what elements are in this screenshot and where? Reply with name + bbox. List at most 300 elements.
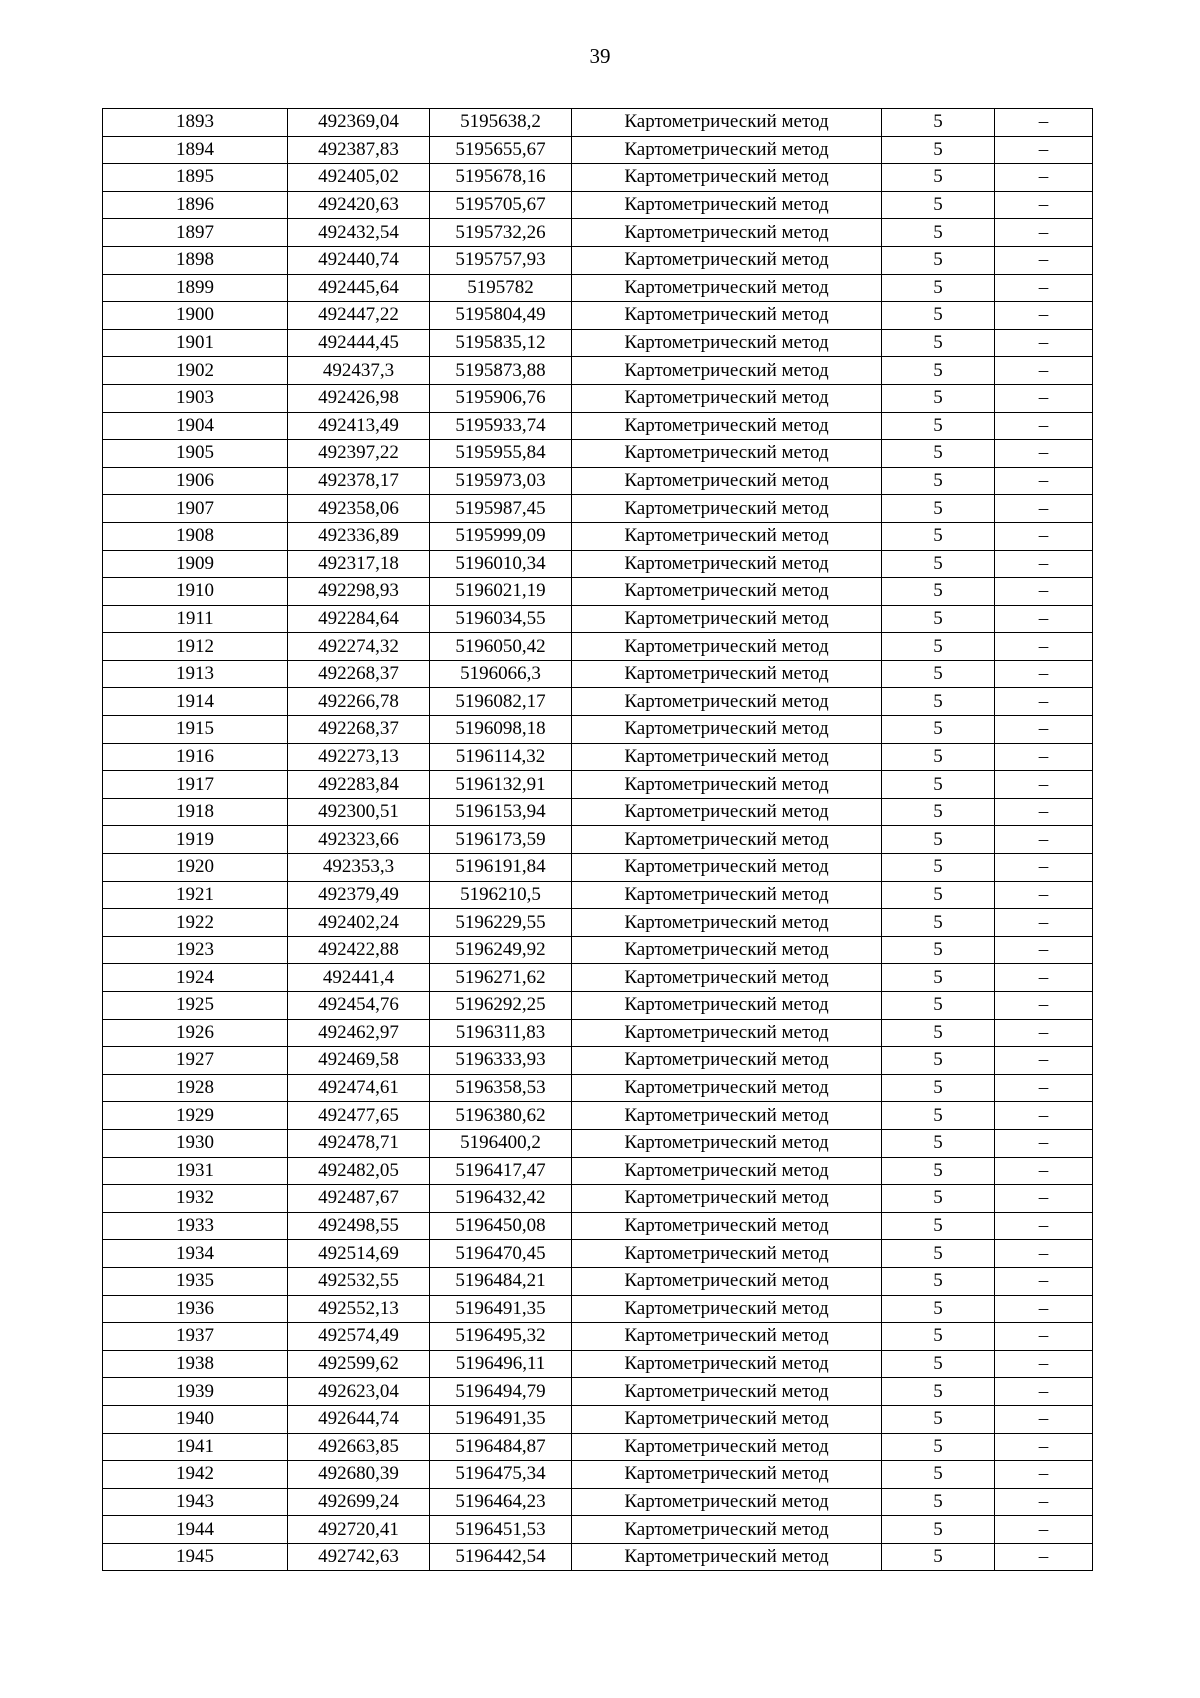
table-row [103, 495, 1093, 523]
y-coordinate-cell: 5196050,42 [430, 633, 572, 661]
table-row [103, 550, 1093, 578]
method-cell: Картометрический метод [572, 1019, 882, 1047]
x-coordinate-cell: 492532,55 [288, 1267, 430, 1295]
method-cell: Картометрический метод [572, 1267, 882, 1295]
y-coordinate-cell: 5196470,45 [430, 1240, 572, 1268]
accuracy-cell: 5 [882, 550, 995, 578]
x-coordinate-cell: 492474,61 [288, 1074, 430, 1102]
point-number-cell: 1939 [103, 1378, 288, 1406]
x-coordinate-cell: 492514,69 [288, 1240, 430, 1268]
method-cell: Картометрический метод [572, 412, 882, 440]
table-row [103, 1047, 1093, 1075]
y-coordinate-cell: 5195933,74 [430, 412, 572, 440]
note-cell: – [995, 743, 1093, 771]
y-coordinate-cell: 5196066,3 [430, 660, 572, 688]
point-number-cell: 1905 [103, 440, 288, 468]
note-cell: – [995, 771, 1093, 799]
accuracy-cell: 5 [882, 164, 995, 192]
x-coordinate-cell: 492273,13 [288, 743, 430, 771]
point-number-cell: 1920 [103, 854, 288, 882]
method-cell: Картометрический метод [572, 909, 882, 937]
note-cell: – [995, 1240, 1093, 1268]
table-row [103, 881, 1093, 909]
table-row [103, 1019, 1093, 1047]
x-coordinate-cell: 492298,93 [288, 578, 430, 606]
note-cell: – [995, 412, 1093, 440]
y-coordinate-cell: 5196450,08 [430, 1212, 572, 1240]
accuracy-cell: 5 [882, 1378, 995, 1406]
table-row [103, 605, 1093, 633]
y-coordinate-cell: 5196271,62 [430, 964, 572, 992]
accuracy-cell: 5 [882, 771, 995, 799]
accuracy-cell: 5 [882, 1543, 995, 1571]
x-coordinate-cell: 492663,85 [288, 1433, 430, 1461]
note-cell: – [995, 1129, 1093, 1157]
y-coordinate-cell: 5196021,19 [430, 578, 572, 606]
point-number-cell: 1918 [103, 798, 288, 826]
method-cell: Картометрический метод [572, 246, 882, 274]
method-cell: Картометрический метод [572, 798, 882, 826]
point-number-cell: 1914 [103, 688, 288, 716]
method-cell: Картометрический метод [572, 191, 882, 219]
y-coordinate-cell: 5196153,94 [430, 798, 572, 826]
accuracy-cell: 5 [882, 936, 995, 964]
y-coordinate-cell: 5196034,55 [430, 605, 572, 633]
point-number-cell: 1900 [103, 302, 288, 330]
y-coordinate-cell: 5196311,83 [430, 1019, 572, 1047]
note-cell: – [995, 1102, 1093, 1130]
accuracy-cell: 5 [882, 412, 995, 440]
method-cell: Картометрический метод [572, 1405, 882, 1433]
accuracy-cell: 5 [882, 1433, 995, 1461]
method-cell: Картометрический метод [572, 357, 882, 385]
y-coordinate-cell: 5195655,67 [430, 136, 572, 164]
y-coordinate-cell: 5196249,92 [430, 936, 572, 964]
accuracy-cell: 5 [882, 1157, 995, 1185]
note-cell: – [995, 578, 1093, 606]
y-coordinate-cell: 5196475,34 [430, 1461, 572, 1489]
method-cell: Картометрический метод [572, 1433, 882, 1461]
x-coordinate-cell: 492426,98 [288, 384, 430, 412]
point-number-cell: 1944 [103, 1516, 288, 1544]
method-cell: Картометрический метод [572, 1543, 882, 1571]
method-cell: Картометрический метод [572, 1378, 882, 1406]
method-cell: Картометрический метод [572, 688, 882, 716]
table-row [103, 1350, 1093, 1378]
table-row [103, 412, 1093, 440]
point-number-cell: 1933 [103, 1212, 288, 1240]
x-coordinate-cell: 492378,17 [288, 467, 430, 495]
method-cell: Картометрический метод [572, 384, 882, 412]
table-row [103, 854, 1093, 882]
accuracy-cell: 5 [882, 384, 995, 412]
accuracy-cell: 5 [882, 1129, 995, 1157]
y-coordinate-cell: 5196491,35 [430, 1295, 572, 1323]
method-cell: Картометрический метод [572, 219, 882, 247]
note-cell: – [995, 1433, 1093, 1461]
x-coordinate-cell: 492477,65 [288, 1102, 430, 1130]
accuracy-cell: 5 [882, 1405, 995, 1433]
y-coordinate-cell: 5196010,34 [430, 550, 572, 578]
x-coordinate-cell: 492353,3 [288, 854, 430, 882]
point-number-cell: 1913 [103, 660, 288, 688]
x-coordinate-cell: 492441,4 [288, 964, 430, 992]
x-coordinate-cell: 492552,13 [288, 1295, 430, 1323]
method-cell: Картометрический метод [572, 329, 882, 357]
table-row [103, 1461, 1093, 1489]
note-cell: – [995, 522, 1093, 550]
method-cell: Картометрический метод [572, 302, 882, 330]
accuracy-cell: 5 [882, 1461, 995, 1489]
accuracy-cell: 5 [882, 1074, 995, 1102]
table-row [103, 1488, 1093, 1516]
x-coordinate-cell: 492478,71 [288, 1129, 430, 1157]
table-row [103, 440, 1093, 468]
point-number-cell: 1903 [103, 384, 288, 412]
accuracy-cell: 5 [882, 1295, 995, 1323]
note-cell: – [995, 357, 1093, 385]
point-number-cell: 1893 [103, 109, 288, 137]
point-number-cell: 1894 [103, 136, 288, 164]
x-coordinate-cell: 492268,37 [288, 716, 430, 744]
note-cell: – [995, 246, 1093, 274]
note-cell: – [995, 1378, 1093, 1406]
accuracy-cell: 5 [882, 992, 995, 1020]
note-cell: – [995, 633, 1093, 661]
x-coordinate-cell: 492699,24 [288, 1488, 430, 1516]
accuracy-cell: 5 [882, 909, 995, 937]
method-cell: Картометрический метод [572, 854, 882, 882]
y-coordinate-cell: 5195906,76 [430, 384, 572, 412]
y-coordinate-cell: 5196432,42 [430, 1185, 572, 1213]
x-coordinate-cell: 492487,67 [288, 1185, 430, 1213]
x-coordinate-cell: 492413,49 [288, 412, 430, 440]
note-cell: – [995, 826, 1093, 854]
point-number-cell: 1937 [103, 1323, 288, 1351]
x-coordinate-cell: 492432,54 [288, 219, 430, 247]
table-row [103, 136, 1093, 164]
method-cell: Картометрический метод [572, 550, 882, 578]
method-cell: Картометрический метод [572, 1074, 882, 1102]
y-coordinate-cell: 5195732,26 [430, 219, 572, 247]
accuracy-cell: 5 [882, 826, 995, 854]
table-row [103, 329, 1093, 357]
accuracy-cell: 5 [882, 633, 995, 661]
method-cell: Картометрический метод [572, 633, 882, 661]
y-coordinate-cell: 5196491,35 [430, 1405, 572, 1433]
accuracy-cell: 5 [882, 743, 995, 771]
table-row [103, 467, 1093, 495]
method-cell: Картометрический метод [572, 109, 882, 137]
x-coordinate-cell: 492644,74 [288, 1405, 430, 1433]
table-row [103, 274, 1093, 302]
method-cell: Картометрический метод [572, 1295, 882, 1323]
table-row [103, 992, 1093, 1020]
table-row [103, 1378, 1093, 1406]
note-cell: – [995, 964, 1093, 992]
point-number-cell: 1943 [103, 1488, 288, 1516]
point-number-cell: 1929 [103, 1102, 288, 1130]
x-coordinate-cell: 492274,32 [288, 633, 430, 661]
table-row [103, 164, 1093, 192]
method-cell: Картометрический метод [572, 936, 882, 964]
point-number-cell: 1895 [103, 164, 288, 192]
note-cell: – [995, 1157, 1093, 1185]
method-cell: Картометрический метод [572, 522, 882, 550]
x-coordinate-cell: 492300,51 [288, 798, 430, 826]
point-number-cell: 1931 [103, 1157, 288, 1185]
point-number-cell: 1932 [103, 1185, 288, 1213]
accuracy-cell: 5 [882, 1102, 995, 1130]
y-coordinate-cell: 5196098,18 [430, 716, 572, 744]
accuracy-cell: 5 [882, 1047, 995, 1075]
note-cell: – [995, 109, 1093, 137]
y-coordinate-cell: 5196173,59 [430, 826, 572, 854]
note-cell: – [995, 798, 1093, 826]
table-row [103, 1433, 1093, 1461]
accuracy-cell: 5 [882, 1488, 995, 1516]
table-row [103, 1405, 1093, 1433]
point-number-cell: 1926 [103, 1019, 288, 1047]
accuracy-cell: 5 [882, 1350, 995, 1378]
note-cell: – [995, 550, 1093, 578]
y-coordinate-cell: 5195999,09 [430, 522, 572, 550]
table-row [103, 578, 1093, 606]
y-coordinate-cell: 5195955,84 [430, 440, 572, 468]
note-cell: – [995, 1019, 1093, 1047]
point-number-cell: 1912 [103, 633, 288, 661]
note-cell: – [995, 1488, 1093, 1516]
point-number-cell: 1921 [103, 881, 288, 909]
y-coordinate-cell: 5195757,93 [430, 246, 572, 274]
x-coordinate-cell: 492574,49 [288, 1323, 430, 1351]
x-coordinate-cell: 492420,63 [288, 191, 430, 219]
table-row [103, 1267, 1093, 1295]
x-coordinate-cell: 492482,05 [288, 1157, 430, 1185]
y-coordinate-cell: 5196484,21 [430, 1267, 572, 1295]
point-number-cell: 1927 [103, 1047, 288, 1075]
y-coordinate-cell: 5195804,49 [430, 302, 572, 330]
table-row [103, 522, 1093, 550]
point-number-cell: 1909 [103, 550, 288, 578]
y-coordinate-cell: 5196210,5 [430, 881, 572, 909]
table-row [103, 1323, 1093, 1351]
x-coordinate-cell: 492358,06 [288, 495, 430, 523]
point-number-cell: 1896 [103, 191, 288, 219]
method-cell: Картометрический метод [572, 1240, 882, 1268]
point-number-cell: 1925 [103, 992, 288, 1020]
y-coordinate-cell: 5196358,53 [430, 1074, 572, 1102]
x-coordinate-cell: 492336,89 [288, 522, 430, 550]
y-coordinate-cell: 5195973,03 [430, 467, 572, 495]
table-row [103, 771, 1093, 799]
y-coordinate-cell: 5195873,88 [430, 357, 572, 385]
method-cell: Картометрический метод [572, 660, 882, 688]
accuracy-cell: 5 [882, 495, 995, 523]
x-coordinate-cell: 492437,3 [288, 357, 430, 385]
note-cell: – [995, 136, 1093, 164]
y-coordinate-cell: 5196191,84 [430, 854, 572, 882]
accuracy-cell: 5 [882, 716, 995, 744]
table-row [103, 660, 1093, 688]
method-cell: Картометрический метод [572, 578, 882, 606]
x-coordinate-cell: 492323,66 [288, 826, 430, 854]
method-cell: Картометрический метод [572, 1212, 882, 1240]
method-cell: Картометрический метод [572, 1185, 882, 1213]
accuracy-cell: 5 [882, 1516, 995, 1544]
y-coordinate-cell: 5196132,91 [430, 771, 572, 799]
note-cell: – [995, 1074, 1093, 1102]
y-coordinate-cell: 5196417,47 [430, 1157, 572, 1185]
accuracy-cell: 5 [882, 329, 995, 357]
table-row [103, 909, 1093, 937]
table-row [103, 633, 1093, 661]
method-cell: Картометрический метод [572, 136, 882, 164]
table-row [103, 1295, 1093, 1323]
method-cell: Картометрический метод [572, 881, 882, 909]
x-coordinate-cell: 492402,24 [288, 909, 430, 937]
point-number-cell: 1936 [103, 1295, 288, 1323]
table-row [103, 688, 1093, 716]
point-number-cell: 1907 [103, 495, 288, 523]
accuracy-cell: 5 [882, 191, 995, 219]
point-number-cell: 1924 [103, 964, 288, 992]
point-number-cell: 1916 [103, 743, 288, 771]
accuracy-cell: 5 [882, 246, 995, 274]
accuracy-cell: 5 [882, 578, 995, 606]
method-cell: Картометрический метод [572, 495, 882, 523]
x-coordinate-cell: 492283,84 [288, 771, 430, 799]
x-coordinate-cell: 492268,37 [288, 660, 430, 688]
table-row [103, 1074, 1093, 1102]
method-cell: Картометрический метод [572, 743, 882, 771]
point-number-cell: 1935 [103, 1267, 288, 1295]
accuracy-cell: 5 [882, 1212, 995, 1240]
table-row [103, 936, 1093, 964]
y-coordinate-cell: 5196451,53 [430, 1516, 572, 1544]
point-number-cell: 1941 [103, 1433, 288, 1461]
table-row [103, 1102, 1093, 1130]
table-row [103, 716, 1093, 744]
note-cell: – [995, 854, 1093, 882]
method-cell: Картометрический метод [572, 274, 882, 302]
method-cell: Картометрический метод [572, 440, 882, 468]
point-number-cell: 1919 [103, 826, 288, 854]
accuracy-cell: 5 [882, 109, 995, 137]
note-cell: – [995, 467, 1093, 495]
table-row [103, 1543, 1093, 1571]
point-number-cell: 1908 [103, 522, 288, 550]
y-coordinate-cell: 5196464,23 [430, 1488, 572, 1516]
x-coordinate-cell: 492445,64 [288, 274, 430, 302]
coordinates-table [102, 108, 1093, 1571]
note-cell: – [995, 1350, 1093, 1378]
note-cell: – [995, 1461, 1093, 1489]
method-cell: Картометрический метод [572, 1129, 882, 1157]
note-cell: – [995, 936, 1093, 964]
y-coordinate-cell: 5196292,25 [430, 992, 572, 1020]
table-row [103, 302, 1093, 330]
method-cell: Картометрический метод [572, 1157, 882, 1185]
note-cell: – [995, 716, 1093, 744]
note-cell: – [995, 1047, 1093, 1075]
note-cell: – [995, 688, 1093, 716]
method-cell: Картометрический метод [572, 1516, 882, 1544]
point-number-cell: 1911 [103, 605, 288, 633]
note-cell: – [995, 992, 1093, 1020]
x-coordinate-cell: 492469,58 [288, 1047, 430, 1075]
note-cell: – [995, 1405, 1093, 1433]
point-number-cell: 1917 [103, 771, 288, 799]
point-number-cell: 1910 [103, 578, 288, 606]
note-cell: – [995, 191, 1093, 219]
y-coordinate-cell: 5195835,12 [430, 329, 572, 357]
point-number-cell: 1898 [103, 246, 288, 274]
note-cell: – [995, 909, 1093, 937]
accuracy-cell: 5 [882, 798, 995, 826]
accuracy-cell: 5 [882, 1267, 995, 1295]
y-coordinate-cell: 5196333,93 [430, 1047, 572, 1075]
y-coordinate-cell: 5196380,62 [430, 1102, 572, 1130]
y-coordinate-cell: 5196114,32 [430, 743, 572, 771]
point-number-cell: 1930 [103, 1129, 288, 1157]
accuracy-cell: 5 [882, 605, 995, 633]
point-number-cell: 1923 [103, 936, 288, 964]
y-coordinate-cell: 5195987,45 [430, 495, 572, 523]
method-cell: Картометрический метод [572, 826, 882, 854]
table-row [103, 964, 1093, 992]
table-row [103, 1185, 1093, 1213]
table-row [103, 384, 1093, 412]
note-cell: – [995, 605, 1093, 633]
accuracy-cell: 5 [882, 881, 995, 909]
note-cell: – [995, 440, 1093, 468]
x-coordinate-cell: 492379,49 [288, 881, 430, 909]
y-coordinate-cell: 5196494,79 [430, 1378, 572, 1406]
method-cell: Картометрический метод [572, 1488, 882, 1516]
x-coordinate-cell: 492599,62 [288, 1350, 430, 1378]
note-cell: – [995, 1516, 1093, 1544]
x-coordinate-cell: 492444,45 [288, 329, 430, 357]
x-coordinate-cell: 492387,83 [288, 136, 430, 164]
x-coordinate-cell: 492405,02 [288, 164, 430, 192]
y-coordinate-cell: 5196484,87 [430, 1433, 572, 1461]
note-cell: – [995, 881, 1093, 909]
coordinates-table-body [103, 109, 1093, 1571]
x-coordinate-cell: 492369,04 [288, 109, 430, 137]
x-coordinate-cell: 492680,39 [288, 1461, 430, 1489]
method-cell: Картометрический метод [572, 992, 882, 1020]
accuracy-cell: 5 [882, 1185, 995, 1213]
note-cell: – [995, 1295, 1093, 1323]
method-cell: Картометрический метод [572, 771, 882, 799]
x-coordinate-cell: 492317,18 [288, 550, 430, 578]
table-row [103, 798, 1093, 826]
x-coordinate-cell: 492720,41 [288, 1516, 430, 1544]
note-cell: – [995, 274, 1093, 302]
x-coordinate-cell: 492623,04 [288, 1378, 430, 1406]
x-coordinate-cell: 492440,74 [288, 246, 430, 274]
point-number-cell: 1904 [103, 412, 288, 440]
point-number-cell: 1942 [103, 1461, 288, 1489]
note-cell: – [995, 164, 1093, 192]
accuracy-cell: 5 [882, 688, 995, 716]
accuracy-cell: 5 [882, 440, 995, 468]
accuracy-cell: 5 [882, 1323, 995, 1351]
x-coordinate-cell: 492462,97 [288, 1019, 430, 1047]
accuracy-cell: 5 [882, 1019, 995, 1047]
accuracy-cell: 5 [882, 136, 995, 164]
